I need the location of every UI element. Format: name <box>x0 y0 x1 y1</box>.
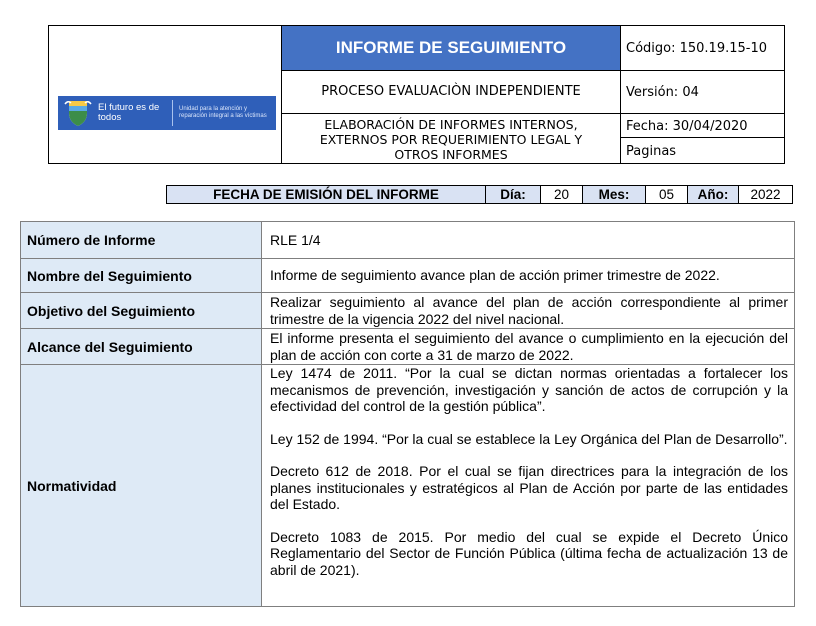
regulation-label: Normatividad <box>21 365 262 606</box>
year-value: 2022 <box>738 186 792 203</box>
tracking-name-label: Nombre del Seguimiento <box>21 259 262 292</box>
issue-date-bar <box>166 185 793 204</box>
government-logo <box>58 96 276 130</box>
table-row <box>21 328 794 364</box>
document-date: Fecha: 30/04/2020 <box>626 119 748 134</box>
logo-slogan: El futuro es de todos <box>98 102 160 123</box>
document-version: Versión: 04 <box>626 85 699 100</box>
colombia-shield-icon <box>64 98 92 128</box>
document-code: Código: 150.19.15-10 <box>626 41 768 56</box>
day-label: Día: <box>485 186 540 203</box>
regulation-value <box>263 365 794 606</box>
report-title: INFORME DE SEGUIMIENTO <box>282 26 620 70</box>
report-details-table <box>20 221 795 607</box>
regulation-item: Ley 152 de 1994. “Por la cual se establece la Ley Orgánica del Plan de Desarrollo”. <box>270 430 788 447</box>
table-row <box>21 292 794 328</box>
month-label: Mes: <box>582 186 645 203</box>
year-label: Año: <box>687 186 738 203</box>
scope-value: El informe presenta el seguimiento del avance o cumplimiento en la ejecución del plan de acción con corte a 31 de marzo de 2022. <box>270 330 788 363</box>
report-number-label: Número de Informe <box>21 222 262 258</box>
table-row <box>21 222 794 258</box>
issue-date-label: FECHA DE EMISIÓN DEL INFORME <box>167 186 485 203</box>
objective-label: Objetivo del Seguimiento <box>21 293 262 328</box>
report-number-value: RLE 1/4 <box>270 231 321 248</box>
table-row <box>21 258 794 292</box>
document-header <box>48 25 785 164</box>
regulation-item: Decreto 612 de 2018. Por el cual se fijan directrices para la integración de los planes institucionales y estratégicos al Plan de Acción por parte de las entidades del Estado. <box>270 463 788 512</box>
regulation-item: Ley 1474 de 2011. “Por la cual se dictan normas orientadas a fortalecer los mecanismos de prevención, investigación y sanción de actos de corrupción y la efectividad del control de la gestión pública”. <box>270 365 788 414</box>
elaboration-description: ELABORACIÓN DE INFORMES INTERNOS, EXTERNOS POR REQUERIMIENTO LEGAL Y OTROS INFORMES <box>319 116 583 162</box>
regulation-item: Decreto 1083 de 2015. Por medio del cual se expide el Decreto Único Reglamentario del Sector de Función Pública (última fecha de actualización 13 de abril de 2021). <box>270 528 788 578</box>
tracking-name-value: Informe de seguimiento avance plan de acción primer trimestre de 2022. <box>270 267 720 284</box>
month-value: 05 <box>645 186 687 203</box>
logo-unit-name: Unidad para la atención y reparación integral a las víctimas <box>179 106 267 119</box>
objective-value: Realizar seguimiento al avance del plan de acción correspondiente al primer trimestre de la vigencia 2022 del nivel nacional. <box>270 294 788 327</box>
document-pages: Paginas <box>626 144 677 159</box>
day-value: 20 <box>540 186 582 203</box>
scope-label: Alcance del Seguimiento <box>21 329 262 364</box>
process-name: PROCESO EVALUACIÒN INDEPENDIENTE <box>321 84 581 99</box>
table-row <box>21 364 794 606</box>
